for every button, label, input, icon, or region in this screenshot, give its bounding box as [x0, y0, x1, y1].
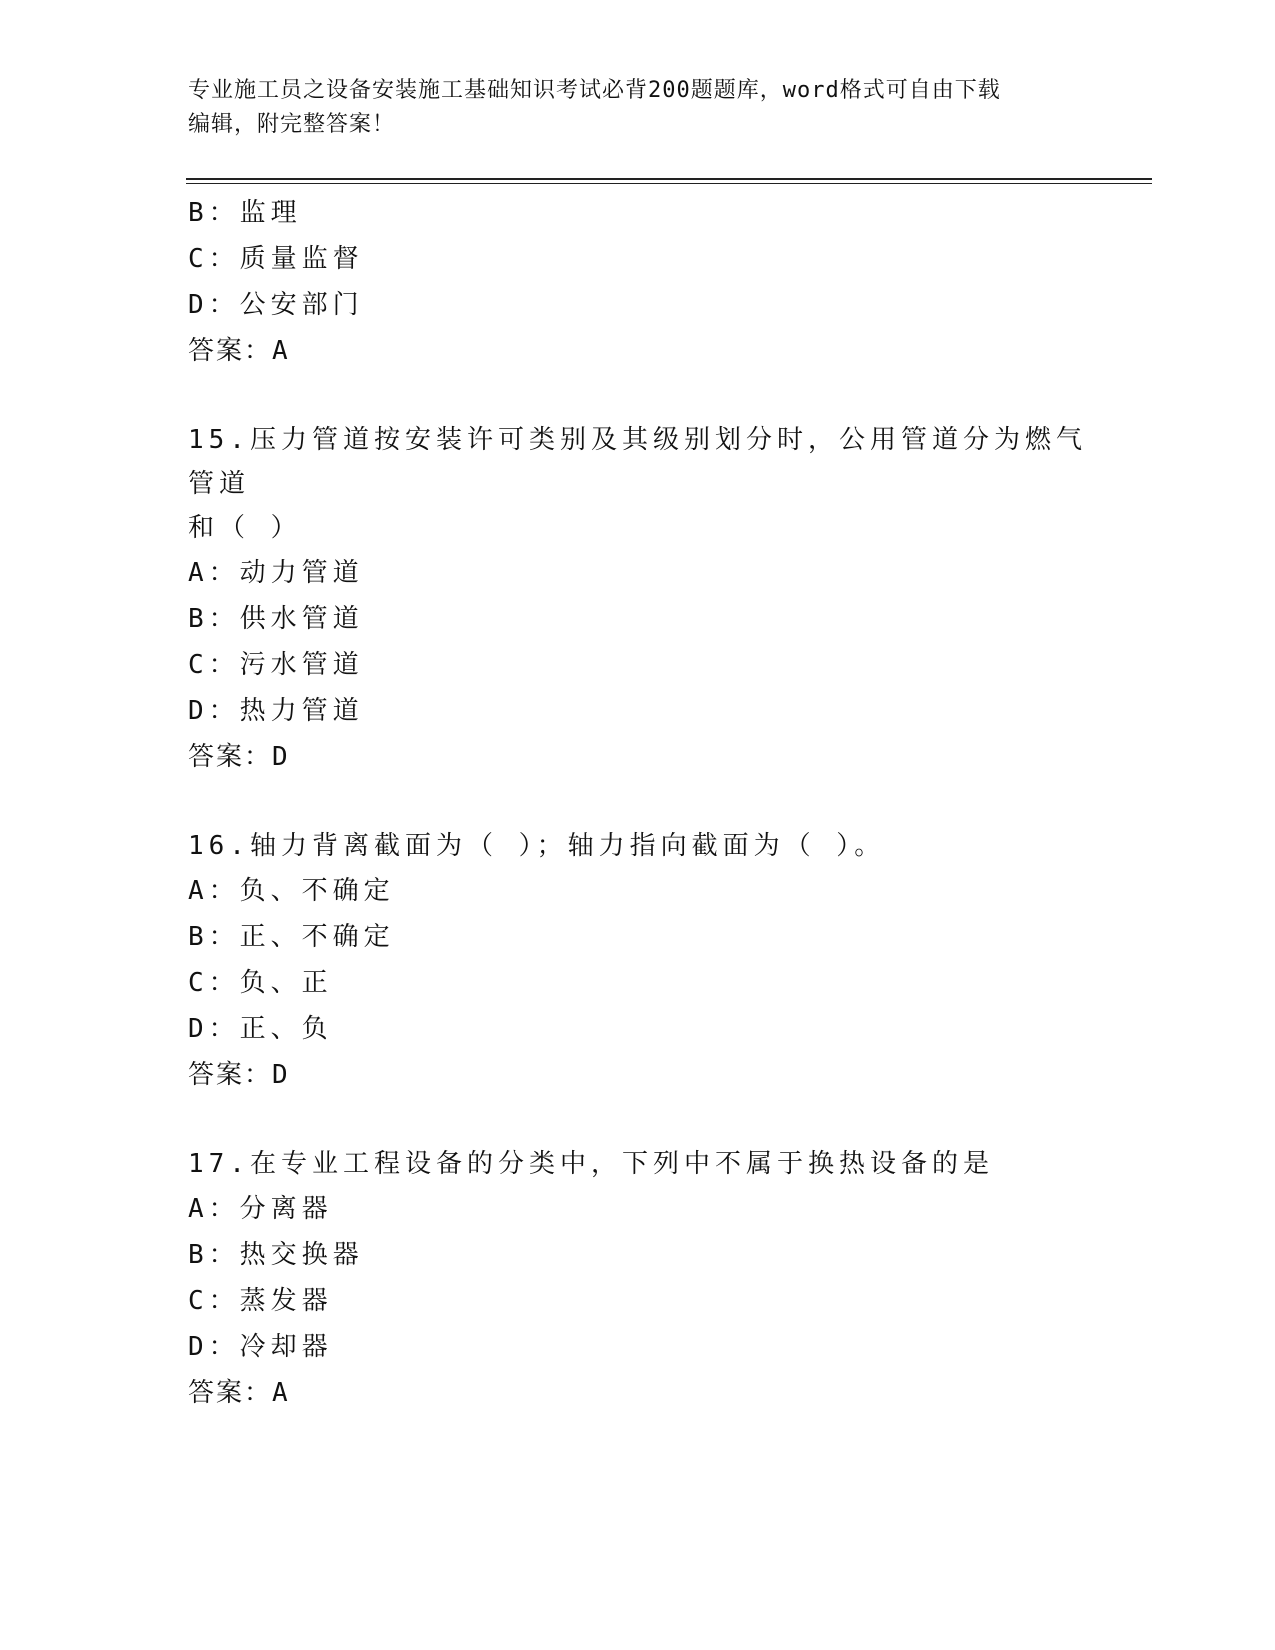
- question-text-cont: 和（ ）: [188, 513, 302, 543]
- option-a: A：动力管道: [188, 558, 364, 588]
- option-a: A：分离器: [188, 1194, 333, 1224]
- question-list: [188, 190, 1108, 1416]
- option-b: B：热交换器: [188, 1240, 364, 1270]
- question-text: 15.压力管道按安装许可类别及其级别划分时，公用管道分为燃气管道: [188, 425, 1087, 499]
- option-d: D：正、负: [188, 1014, 333, 1044]
- question-text: 17.在专业工程设备的分类中，下列中不属于换热设备的是: [188, 1149, 994, 1179]
- question-text: 16.轴力背离截面为（ ）；轴力指向截面为（ ）。: [188, 831, 886, 861]
- question-block-15: [188, 418, 1108, 780]
- answer-line: 答案：D: [188, 1060, 290, 1090]
- question-block-16: [188, 824, 1108, 1098]
- question-block-partial: [188, 190, 1108, 374]
- option-c: C：污水管道: [188, 650, 364, 680]
- answer-line: 答案：A: [188, 336, 290, 366]
- option-b: B：供水管道: [188, 604, 364, 634]
- option-d: D：公安部门: [188, 290, 364, 320]
- option-b: B：正、不确定: [188, 922, 395, 952]
- header-line-2: 编辑，附完整答案！: [188, 112, 396, 137]
- document-header: [188, 74, 1088, 142]
- question-block-17: [188, 1142, 1108, 1416]
- option-c: C：蒸发器: [188, 1286, 333, 1316]
- option-b: B：监理: [188, 198, 302, 228]
- header-line-1: 专业施工员之设备安装施工基础知识考试必背200题题库，word格式可自由下载: [188, 78, 1001, 103]
- answer-line: 答案：D: [188, 742, 290, 772]
- option-a: A：负、不确定: [188, 876, 395, 906]
- header-rule-thin: [186, 183, 1152, 184]
- option-c: C：负、正: [188, 968, 333, 998]
- header-rule-thick: [186, 178, 1152, 180]
- option-d: D：冷却器: [188, 1332, 333, 1362]
- option-d: D：热力管道: [188, 696, 364, 726]
- answer-line: 答案：A: [188, 1378, 290, 1408]
- option-c: C：质量监督: [188, 244, 364, 274]
